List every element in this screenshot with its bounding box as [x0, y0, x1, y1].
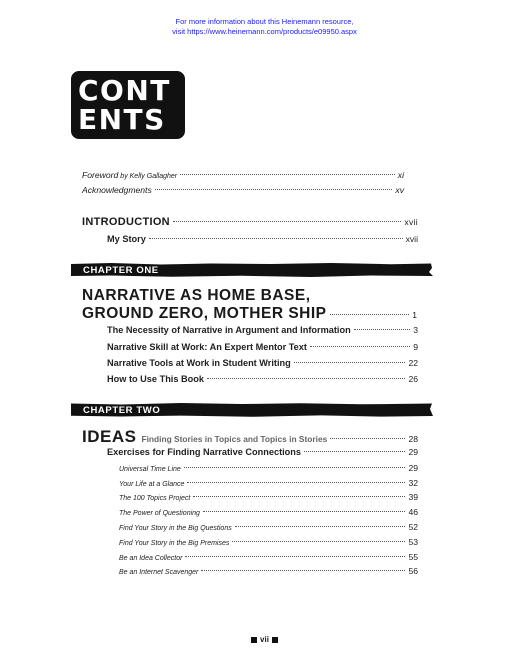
dot-leader	[235, 526, 406, 527]
folio-square-right-icon	[272, 637, 278, 643]
dot-leader	[184, 467, 406, 468]
entry-label: Find Your Story in the Big Premises	[119, 540, 230, 547]
entry-label: Be an Idea Collector	[119, 555, 183, 562]
toc-entry-my-story[interactable]	[107, 234, 418, 244]
chapter-one-title-line2: GROUND ZERO, MOTHER SHIP	[82, 305, 327, 322]
dot-leader	[203, 511, 406, 512]
entry-label: Narrative Skill at Work: An Expert Mentor Text	[107, 342, 307, 352]
toc-entry-ch1-item[interactable]	[107, 374, 418, 384]
dot-leader	[173, 221, 401, 222]
entry-label: Be an Internet Scavenger	[119, 569, 199, 576]
chapter-one-title-line1: NARRATIVE AS HOME BASE,	[82, 287, 311, 304]
dot-leader	[149, 238, 403, 239]
entry-label: Find Your Story in the Big Questions	[119, 525, 232, 532]
page-number: 29	[408, 463, 418, 473]
toc-entry-ch1-item[interactable]	[107, 325, 418, 335]
toc-entry-acknowledgments[interactable]	[82, 185, 404, 195]
entry-label: How to Use This Book	[107, 374, 204, 384]
chapter-label: CHAPTER ONE	[83, 265, 159, 276]
toc-entry-ch1-item[interactable]	[107, 358, 418, 368]
toc-entry-ch2-section[interactable]	[107, 447, 418, 457]
toc-entry-chapter-two[interactable]	[82, 427, 418, 447]
dot-leader	[193, 496, 405, 497]
dot-leader	[207, 378, 405, 379]
page-number: 52	[408, 522, 418, 532]
entry-label: Your Life at a Glance	[119, 481, 185, 488]
dot-leader	[187, 482, 405, 483]
toc-entry-exercise[interactable]	[119, 492, 418, 502]
chapter-two-subtitle: Finding Stories in Topics and Topics in Stories	[141, 434, 328, 444]
chapter-label: CHAPTER TWO	[83, 405, 161, 416]
chapter-two-banner	[71, 403, 431, 417]
page-number: 9	[413, 342, 418, 352]
chapter-two-title: IDEAS	[82, 427, 137, 446]
entry-label: Foreword	[82, 170, 119, 180]
page-number: 3	[413, 325, 418, 335]
entry-byline: by Kelly Gallagher	[120, 173, 178, 180]
page-folio	[0, 635, 529, 644]
entry-label: INTRODUCTION	[82, 216, 170, 228]
toc-entry-exercise[interactable]	[119, 478, 418, 488]
toc-entry-introduction[interactable]	[82, 216, 418, 228]
dot-leader	[232, 541, 405, 542]
entry-label: My Story	[107, 234, 146, 244]
toc-entry-exercise[interactable]	[119, 522, 418, 532]
dot-leader	[201, 570, 405, 571]
entry-label: Acknowledgments	[82, 185, 152, 195]
dot-leader	[354, 329, 411, 330]
page-number: 26	[408, 374, 418, 384]
chapter-one-banner	[71, 263, 431, 277]
toc-entry-exercise[interactable]	[119, 463, 418, 473]
page-number: 22	[408, 358, 418, 368]
dot-leader	[330, 438, 405, 439]
dot-leader	[294, 362, 406, 363]
page-number: xv	[395, 185, 404, 195]
page-number: 55	[408, 552, 418, 562]
contents-logo	[71, 71, 185, 139]
entry-label: The Power of Questioning	[119, 510, 200, 517]
logo-line1: CONT	[78, 74, 171, 107]
dot-leader	[185, 556, 405, 557]
page-number: 39	[408, 492, 418, 502]
dot-leader	[310, 346, 410, 347]
toc-entry-exercise[interactable]	[119, 552, 418, 562]
page-number: 32	[408, 478, 418, 488]
entry-label: The Necessity of Narrative in Argument and Information	[107, 325, 351, 335]
entry-label: Exercises for Finding Narrative Connections	[107, 447, 302, 457]
page-number: 29	[408, 447, 418, 457]
logo-line2: ENTS	[78, 103, 166, 136]
toc-entry-exercise[interactable]	[119, 507, 418, 517]
entry-label: The 100 Topics Project	[119, 495, 191, 502]
resource-notice-line2: visit https://www.heinemann.com/products/e09950.aspx	[172, 27, 357, 36]
page-number: xi	[397, 170, 404, 180]
toc-entry-exercise[interactable]	[119, 566, 418, 576]
page-number: xvii	[405, 234, 418, 244]
page-number: xvii	[404, 217, 418, 227]
page-number: 56	[408, 566, 418, 576]
page-number: 28	[408, 434, 418, 444]
toc-entry-foreword[interactable]	[82, 170, 404, 180]
dot-leader	[330, 314, 410, 315]
page-number: 1	[412, 310, 417, 320]
toc-entry-chapter-one[interactable]	[82, 305, 417, 323]
dot-leader	[304, 451, 405, 452]
folio-square-left-icon	[251, 637, 257, 643]
toc-entry-ch1-item[interactable]	[107, 342, 418, 352]
dot-leader	[180, 174, 395, 175]
page-number: 53	[408, 537, 418, 547]
resource-notice-line1: For more information about this Heinemann resource,	[175, 17, 354, 26]
entry-label: Narrative Tools at Work in Student Writing	[107, 358, 291, 368]
dot-leader	[155, 189, 393, 190]
folio-number: vii	[260, 635, 269, 644]
entry-label: Universal Time Line	[119, 466, 181, 473]
toc-entry-exercise[interactable]	[119, 537, 418, 547]
page-number: 46	[408, 507, 418, 517]
